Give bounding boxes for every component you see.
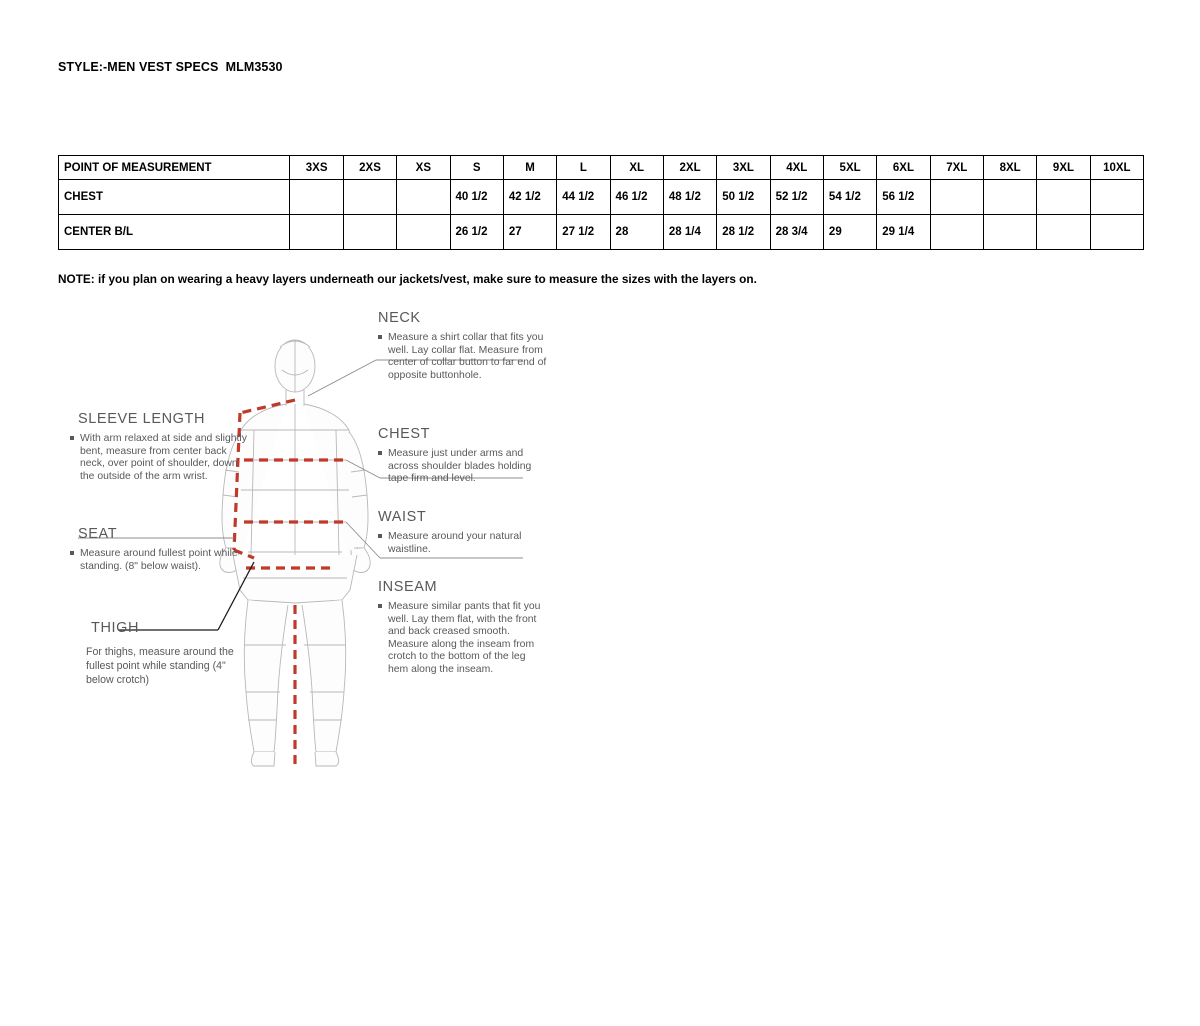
bullet-icon bbox=[378, 604, 382, 608]
table-cell: 27 1/2 bbox=[557, 215, 610, 250]
label-inseam: INSEAM bbox=[378, 579, 438, 595]
table-cell bbox=[930, 180, 983, 215]
table-row bbox=[59, 180, 1144, 215]
label-thigh: THIGH bbox=[91, 620, 140, 636]
table-cell: 26 1/2 bbox=[450, 215, 503, 250]
table-cell bbox=[343, 215, 396, 250]
table-cell bbox=[930, 215, 983, 250]
table-cell bbox=[397, 215, 450, 250]
text-seat: Measure around fullest point while standing. (8" below waist). bbox=[80, 548, 240, 573]
size-chart-table bbox=[58, 155, 1144, 250]
table-cell bbox=[1037, 180, 1090, 215]
text-neck: Measure a shirt collar that fits you well. Lay collar flat. Measure from center of collar button to far end of opposite buttonhole. bbox=[388, 332, 548, 382]
text-inseam: Measure similar pants that fit you well. Lay them flat, with the front and back creased smooth. Measure along the inseam from crotch to the bottom of the leg hem along the inseam. bbox=[388, 601, 548, 677]
text-thigh: For thighs, measure around the fullest point while standing (4" below crotch) bbox=[86, 646, 234, 686]
table-header-row bbox=[59, 156, 1144, 180]
table-cell: 28 bbox=[610, 215, 663, 250]
label-neck: NECK bbox=[378, 310, 421, 326]
table-header-cell: S bbox=[450, 156, 503, 180]
page-title: STYLE:-MEN VEST SPECS MLM3530 bbox=[58, 60, 283, 74]
table-cell: 28 3/4 bbox=[770, 215, 823, 250]
table-cell bbox=[1090, 215, 1143, 250]
label-sleeve-length: SLEEVE LENGTH bbox=[78, 411, 206, 427]
table-header-cell: 6XL bbox=[877, 156, 930, 180]
table-cell bbox=[983, 180, 1036, 215]
table-cell: 56 1/2 bbox=[877, 180, 930, 215]
row-label: CHEST bbox=[59, 180, 290, 215]
table-cell: 29 1/4 bbox=[877, 215, 930, 250]
text-sleeve-length: With arm relaxed at side and slightly bent, measure from center back neck, over point of shoulder, down the outside of the arm wrist. bbox=[80, 433, 248, 483]
table-cell bbox=[343, 180, 396, 215]
measurement-figure bbox=[58, 300, 578, 770]
table-header-cell: M bbox=[503, 156, 556, 180]
table-cell: 40 1/2 bbox=[450, 180, 503, 215]
table-header-cell: 9XL bbox=[1037, 156, 1090, 180]
table-header-cell: POINT OF MEASUREMENT bbox=[59, 156, 290, 180]
label-chest: CHEST bbox=[378, 426, 431, 442]
bullet-icon bbox=[378, 451, 382, 455]
table-cell bbox=[1090, 180, 1143, 215]
table-cell bbox=[290, 215, 343, 250]
label-seat: SEAT bbox=[78, 526, 118, 542]
table-header-cell: L bbox=[557, 156, 610, 180]
table-cell: 28 1/4 bbox=[663, 215, 716, 250]
table-cell bbox=[290, 180, 343, 215]
table-cell: 48 1/2 bbox=[663, 180, 716, 215]
table-row bbox=[59, 215, 1144, 250]
table-header-cell: 5XL bbox=[823, 156, 876, 180]
table-header-cell: 8XL bbox=[983, 156, 1036, 180]
table-header-cell: 7XL bbox=[930, 156, 983, 180]
table-header-cell: 4XL bbox=[770, 156, 823, 180]
table-header-cell: 2XS bbox=[343, 156, 396, 180]
table-cell: 29 bbox=[823, 215, 876, 250]
table-cell bbox=[397, 180, 450, 215]
table-cell: 28 1/2 bbox=[717, 215, 770, 250]
row-label: CENTER B/L bbox=[59, 215, 290, 250]
table-cell bbox=[983, 215, 1036, 250]
bullet-icon bbox=[378, 534, 382, 538]
bullet-icon bbox=[378, 335, 382, 339]
table-cell: 44 1/2 bbox=[557, 180, 610, 215]
table-cell: 52 1/2 bbox=[770, 180, 823, 215]
label-waist: WAIST bbox=[378, 509, 427, 525]
table-cell bbox=[1037, 215, 1090, 250]
table-header-cell: XL bbox=[610, 156, 663, 180]
table-cell: 50 1/2 bbox=[717, 180, 770, 215]
table-cell: 27 bbox=[503, 215, 556, 250]
text-chest: Measure just under arms and across shoulder blades holding tape firm and level. bbox=[388, 448, 548, 486]
table-header-cell: 10XL bbox=[1090, 156, 1143, 180]
text-waist: Measure around your natural waistline. bbox=[388, 531, 548, 556]
table-header-cell: 3XL bbox=[717, 156, 770, 180]
table-cell: 54 1/2 bbox=[823, 180, 876, 215]
table-header-cell: 2XL bbox=[663, 156, 716, 180]
table-header-cell: 3XS bbox=[290, 156, 343, 180]
bullet-icon bbox=[70, 551, 74, 555]
table-cell: 46 1/2 bbox=[610, 180, 663, 215]
measurement-note: NOTE: if you plan on wearing a heavy layers underneath our jackets/vest, make sure to measure the sizes with the layers on. bbox=[58, 272, 757, 286]
table-header-cell: XS bbox=[397, 156, 450, 180]
bullet-icon bbox=[70, 436, 74, 440]
table-cell: 42 1/2 bbox=[503, 180, 556, 215]
